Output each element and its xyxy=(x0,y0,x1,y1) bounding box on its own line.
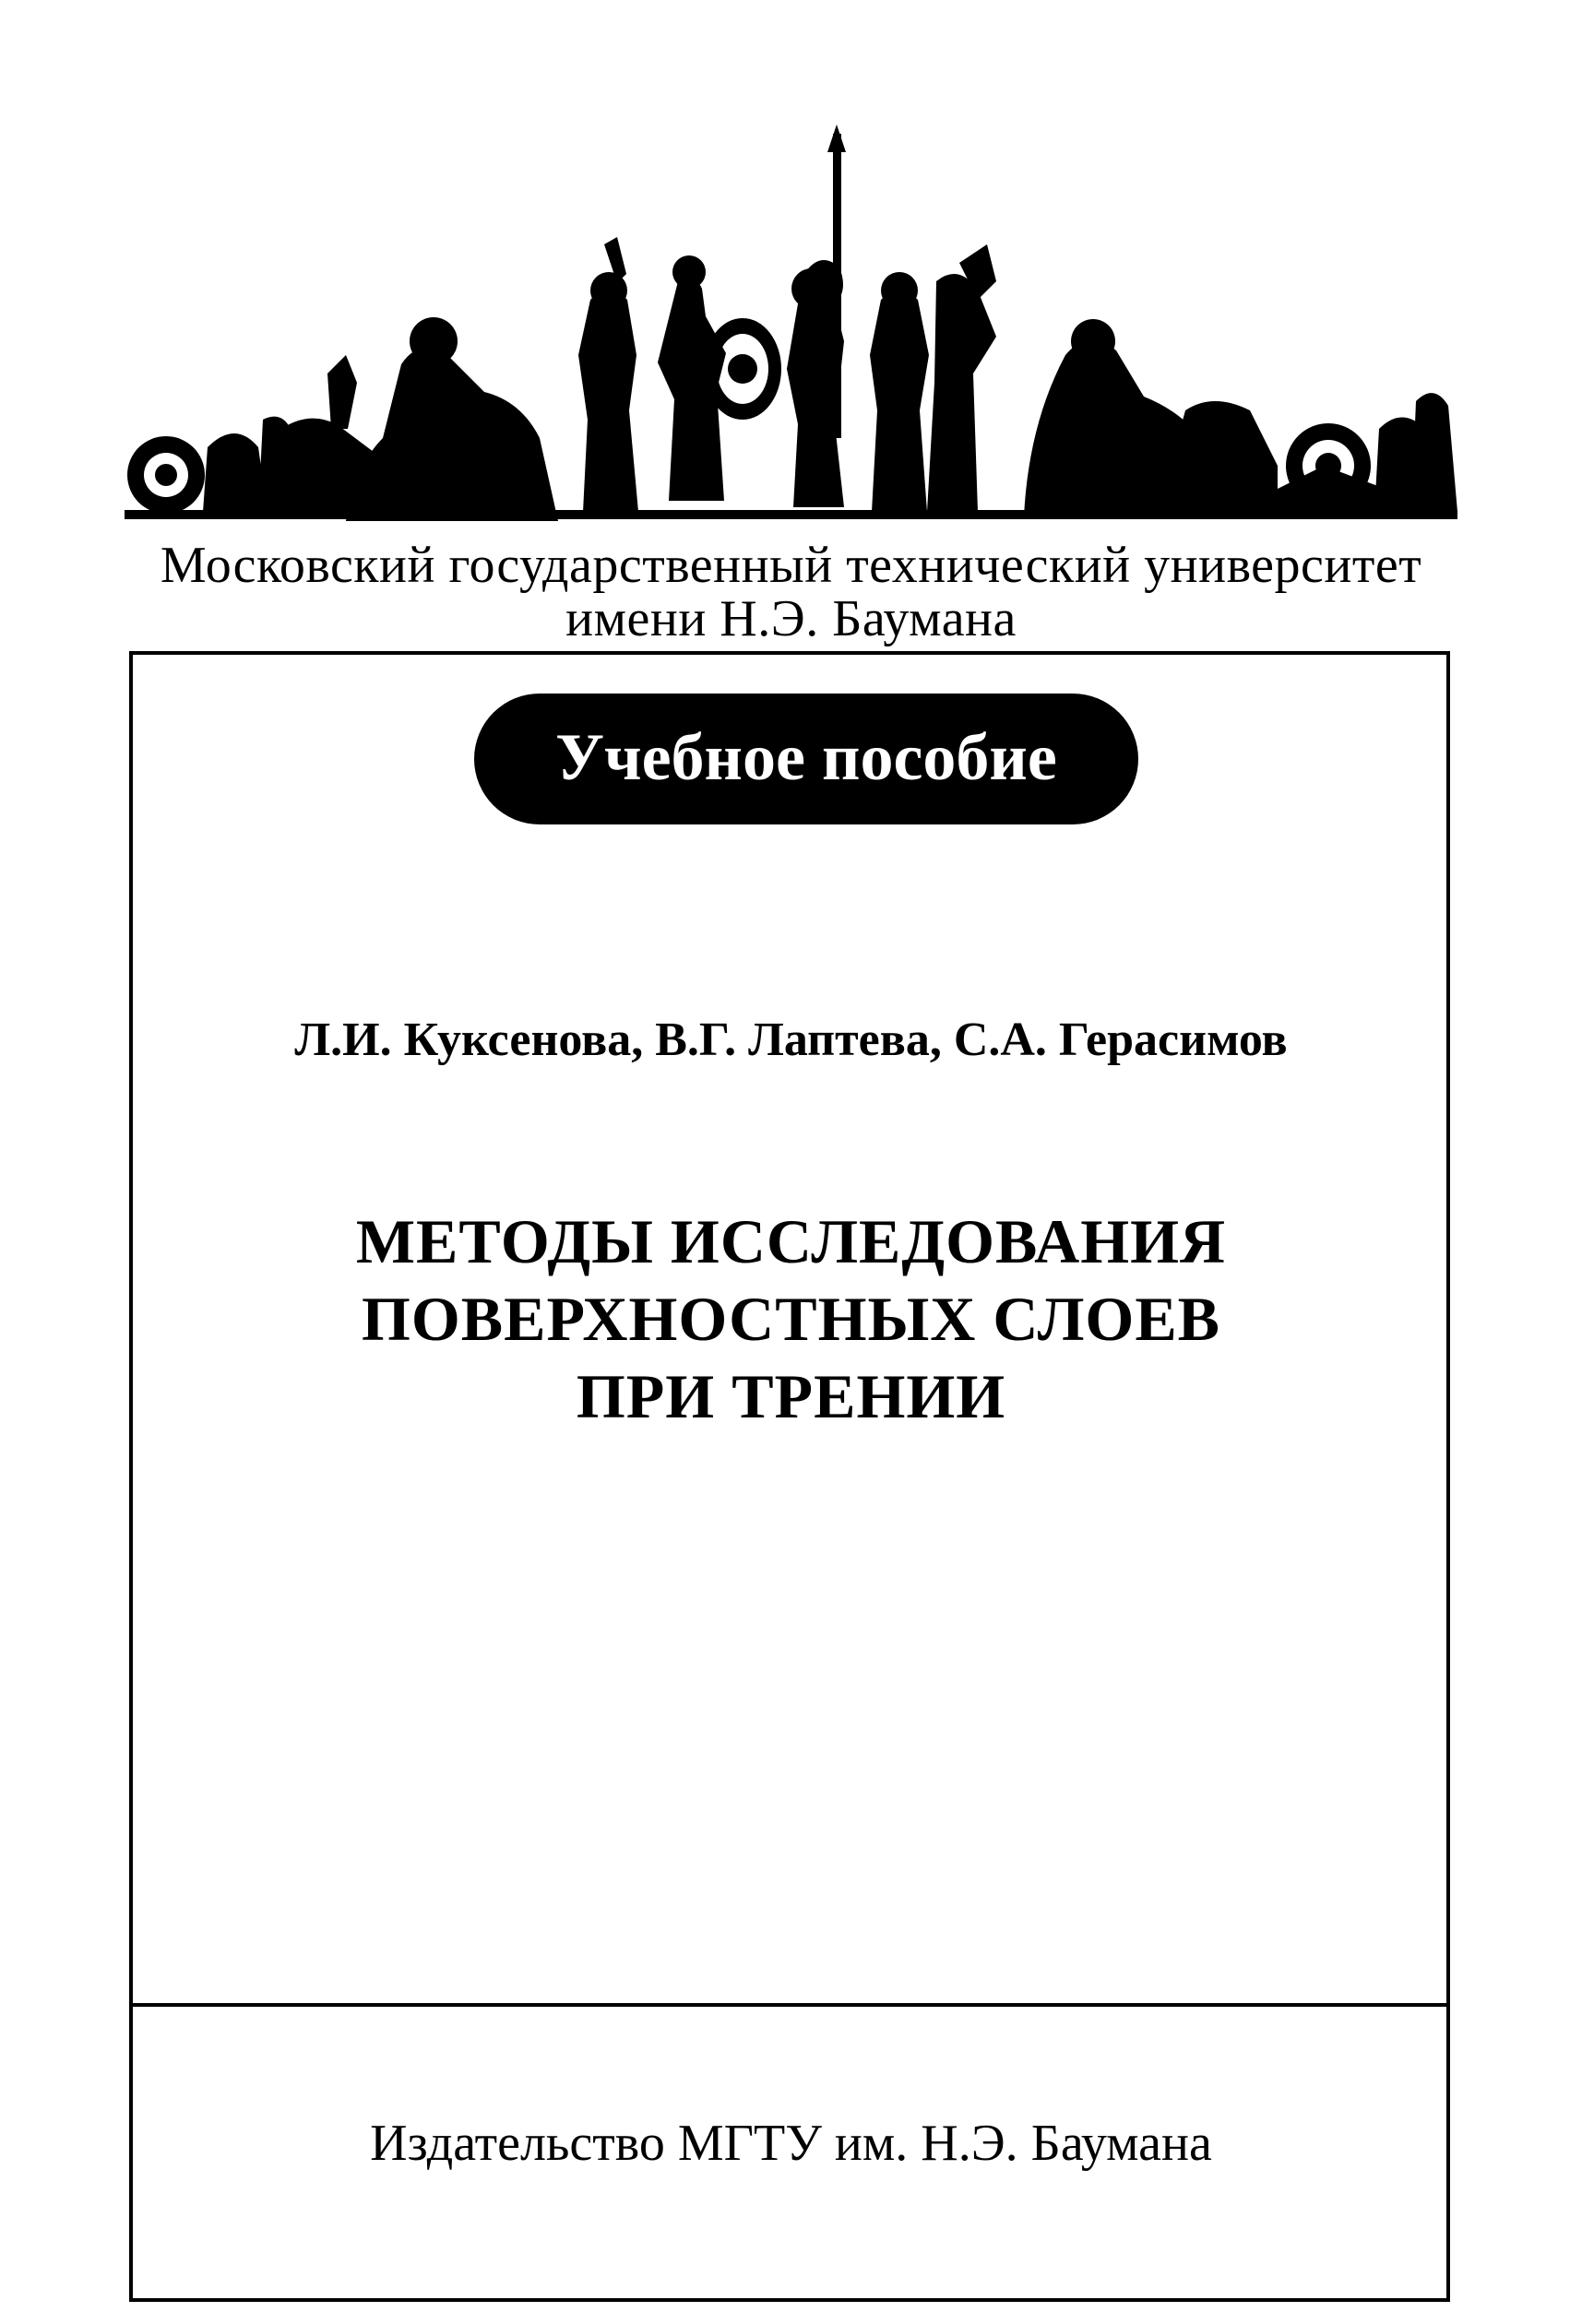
book-title-line1: МЕТОДЫ ИССЛЕДОВАНИЯ xyxy=(355,1206,1227,1276)
book-title-line2: ПОВЕРХНОСТНЫХ СЛОЕВ xyxy=(361,1284,1221,1354)
cover-frame xyxy=(129,651,1450,2302)
frame-divider xyxy=(129,2003,1450,2007)
book-title-line3: ПРИ ТРЕНИИ xyxy=(576,1361,1006,1431)
textbook-badge: Учебное пособие xyxy=(474,694,1138,824)
authors: Л.И. Куксенова, В.Г. Лаптева, С.А. Герасимов xyxy=(294,1014,1288,1066)
university-name-line2: имени Н.Э. Баумана xyxy=(565,590,1017,647)
university-name-line1: Московский государственный технический университет xyxy=(160,537,1422,594)
publisher: Издательство МГТУ им. Н.Э. Баумана xyxy=(370,2115,1212,2172)
sculptural-frieze-emblem-icon xyxy=(125,125,1457,530)
